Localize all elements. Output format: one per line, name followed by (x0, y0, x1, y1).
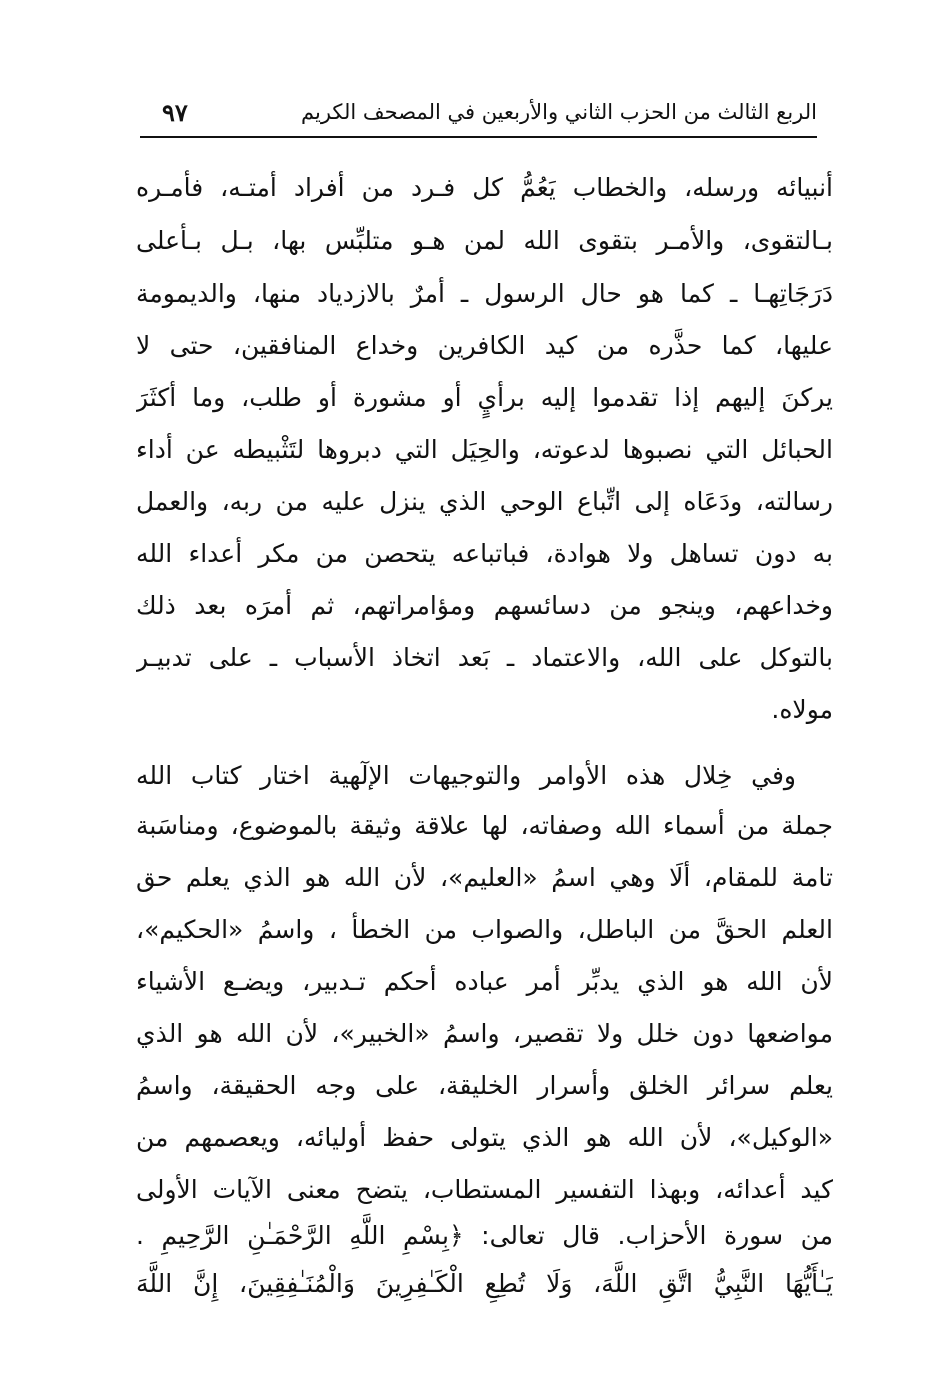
text-line: من سورة الأحزاب. قال تعالى: ﴿بِسْمِ اللَّهِ الرَّحْمَـٰنِ الرَّحِيمِ . (136, 1221, 833, 1250)
page-number: ٩٧ (162, 98, 188, 127)
text-line: عليها، كما حذَّره من كيد الكافرين وخداع المنافقين، حتى لا (136, 331, 833, 360)
text-line: «الوكيل»، لأن الله هو الذي يتولى حفظ أوليائه، ويعصمهم من (136, 1123, 833, 1152)
text-line: دَرَجَاتِهـا ـ كما هو حال الرسول ـ أمرٌ بالازدياد منها، والديمومة (136, 279, 833, 308)
text-line: الحبائل التي نصبوها لدعوته، والحِيَل التي دبروها لتَثْبيطه عن أداء (136, 435, 833, 464)
text-line: بـالتقوى، والأمـر بتقوى الله لمن هـو متلبِّس بها، بـل بـأعلى (136, 226, 833, 255)
text-line: رسالته، ودَعَاه إلى اتِّباع الوحي الذي ينزل عليه من ربه، والعمل (136, 487, 833, 516)
text-line: به دون تساهل ولا هوادة، فباتباعه يتحصن من مكر أعداء الله (136, 539, 833, 568)
text-line: يعلم سرائر الخلق وأسرار الخليقة، على وجه الحقيقة، واسمُ (136, 1071, 833, 1100)
running-header-title: الربع الثالث من الحزب الثاني والأربعين في المصحف الكريم (301, 100, 817, 124)
text-line: لأن الله هو الذي يدبِّر أمر عباده أحكم تـدبير، ويضـع الأشياء (136, 967, 833, 996)
text-line: العلم الحقَّ من الباطل، والصواب من الخطأ ، واسمُ «الحكيم»، (136, 915, 833, 944)
text-line: وفي خِلال هذه الأوامر والتوجيهات الإلٓهية اختار كتاب الله (136, 761, 796, 790)
quran-verse-line: يَـٰأَيُّهَا النَّبِيُّ اتَّقِ اللَّهَ، وَلَا تُطِعِ الْكَـٰفِرِينَ وَالْمُنَـٰفِقِينَ، إِنَّ اللَّهَ (136, 1269, 833, 1298)
text-line: جملة من أسماء الله وصفاته، لها علاقة وثيقة بالموضوع، ومناسَبة (136, 811, 833, 840)
text-line: كيد أعدائه، وبهذا التفسير المستطاب، يتضح معنى الآيات الأولى (136, 1175, 833, 1204)
text-line: مواضعها دون خلل ولا تقصير، واسمُ «الخبير»، لأن الله هو الذي (136, 1019, 833, 1048)
text-line: أنبيائه ورسله، والخطاب يَعُمُّ كل فـرد من أفراد أمتـه، فأمـره (136, 173, 833, 202)
text-line: مولاه. (771, 695, 833, 724)
text-line: بالتوكل على الله، والاعتماد ـ بَعد اتخاذ الأسباب ـ على تدبيـر (136, 643, 833, 672)
text-line: يركنَ إليهم إذا تقدموا إليه برأيٍ أو مشورة أو طلب، وما أكثَرَ (136, 383, 833, 412)
text-line: وخداعهم، وينجو من دسائسهم ومؤامراتهم، ثم أمرَه بعد ذلك (136, 591, 833, 620)
text-line: تامة للمقام، ألَا وهي اسمُ «العليم»، لأن الله هو الذي يعلم حق (136, 863, 833, 892)
